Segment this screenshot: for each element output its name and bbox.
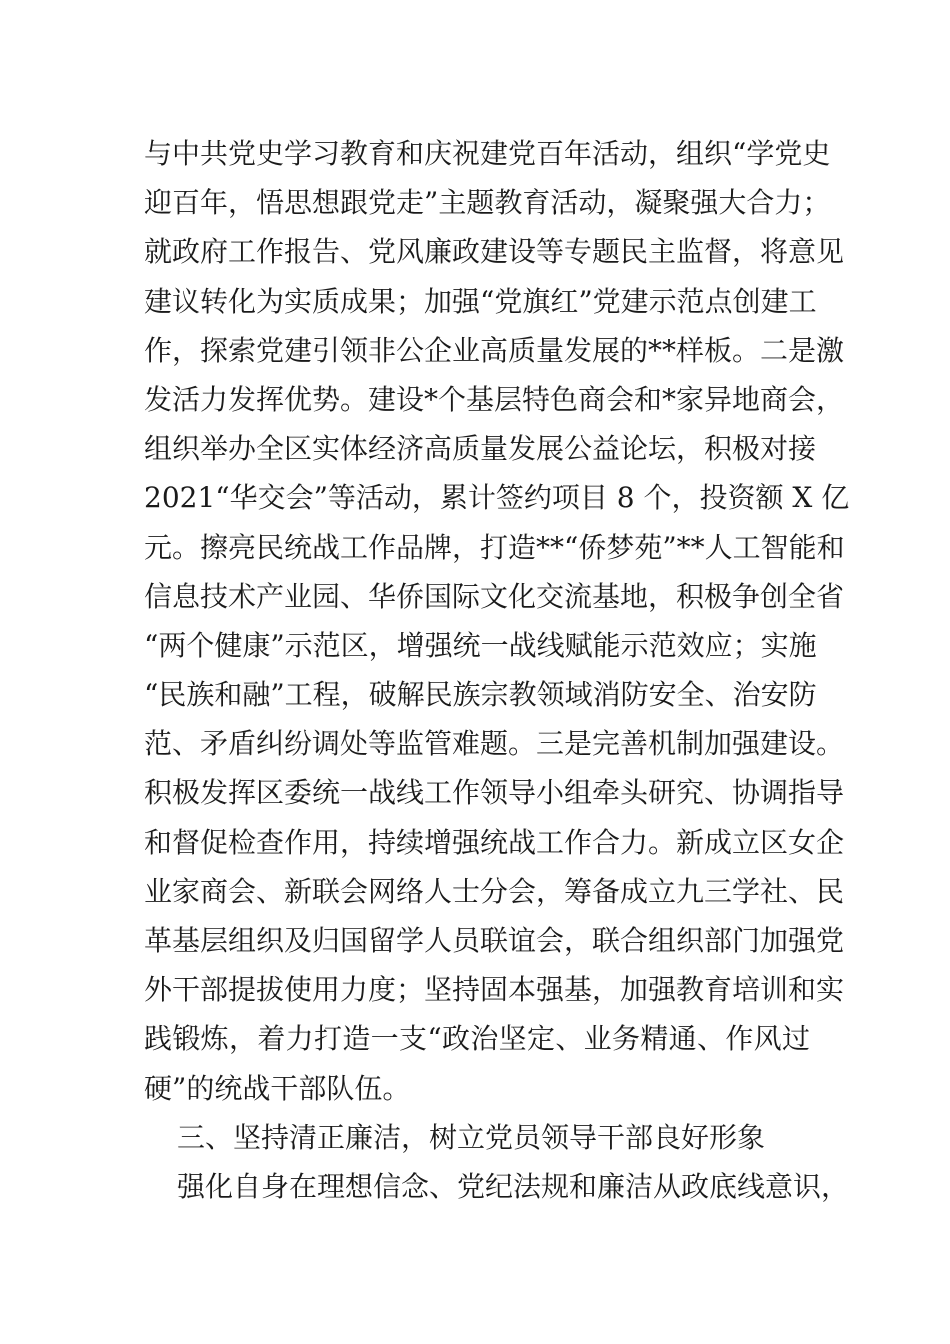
paragraph-line: 和督促检查作用，持续增强统战工作合力。新成立区女企 bbox=[144, 825, 845, 859]
paragraph-line: 元。擦亮民统战工作品牌，打造**“侨梦苑”**人工智能和 bbox=[144, 530, 845, 564]
section-heading: 三、坚持清正廉洁，树立党员领导干部良好形象 bbox=[177, 1120, 766, 1154]
paragraph-line: 强化自身在理想信念、党纪法规和廉洁从政底线意识， bbox=[177, 1169, 850, 1203]
paragraph-line: 践锻炼，着力打造一支“政治坚定、业务精通、作风过 bbox=[144, 1022, 810, 1056]
paragraph-line: 2021“华交会”等活动，累计签约项目 8 个，投资额 X 亿 bbox=[144, 481, 850, 515]
paragraph-line: 信息技术产业园、华侨国际文化交流基地，积极争创全省 bbox=[144, 579, 845, 613]
paragraph-line: 建议转化为实质成果；加强“党旗红”党建示范点创建工 bbox=[144, 284, 817, 318]
paragraph-line: 业家商会、新联会网络人士分会，筹备成立九三学社、民 bbox=[144, 874, 845, 908]
paragraph-line: 外干部提拔使用力度；坚持固本强基，加强教育培训和实 bbox=[144, 973, 845, 1007]
paragraph-line: 迎百年，悟思想跟党走”主题教育活动，凝聚强大合力； bbox=[144, 186, 831, 220]
paragraph-line: 作，探索党建引领非公企业高质量发展的**样板。二是激 bbox=[144, 333, 845, 367]
paragraph-line: 发活力发挥优势。建设*个基层特色商会和*家异地商会， bbox=[144, 382, 845, 416]
document-body bbox=[144, 129, 850, 1211]
paragraph-line: “民族和融”工程，破解民族宗教领域消防安全、治安防 bbox=[144, 678, 817, 712]
paragraph-line: 就政府工作报告、党风廉政建设等专题民主监督，将意见 bbox=[144, 235, 845, 269]
paragraph-line: 与中共党史学习教育和庆祝建党百年活动，组织“学党史 bbox=[144, 137, 831, 170]
paragraph-line: 革基层组织及归国留学人员联谊会，联合组织部门加强党 bbox=[144, 924, 845, 957]
paragraph-line: 积极发挥区委统一战线工作领导小组牵头研究、协调指导 bbox=[144, 776, 845, 810]
paragraph-line: “两个健康”示范区，增强统一战线赋能示范效应；实施 bbox=[144, 628, 817, 662]
paragraph-line: 组织举办全区实体经济高质量发展公益论坛，积极对接 bbox=[144, 432, 817, 466]
paragraph-line: 范、矛盾纠纷调处等监管难题。三是完善机制加强建设。 bbox=[144, 727, 845, 761]
paragraph-line: 硬”的统战干部队伍。 bbox=[144, 1071, 411, 1105]
